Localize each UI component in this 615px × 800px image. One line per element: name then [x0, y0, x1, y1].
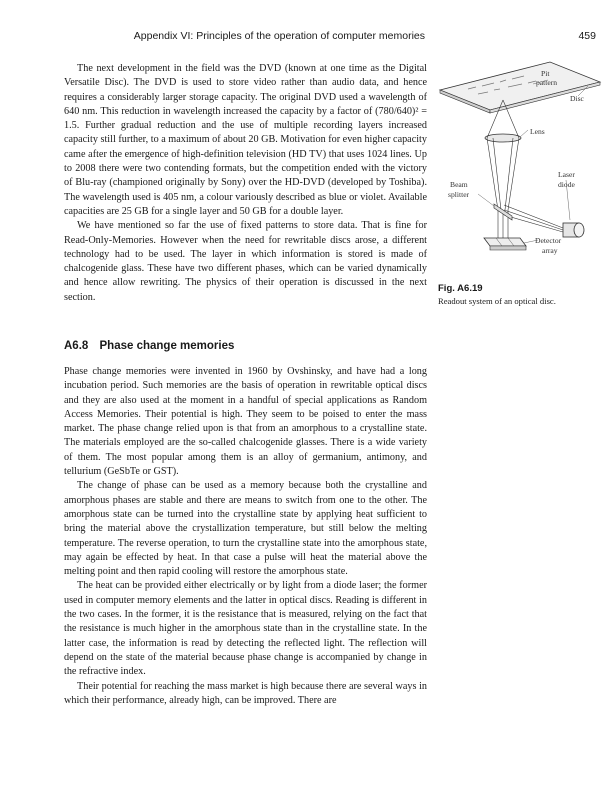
lens-shape — [485, 134, 521, 142]
laser-diode-label-1: Laser — [558, 170, 575, 179]
optical-disc-diagram — [438, 60, 603, 280]
pit-pattern-label-1: Pit — [541, 69, 550, 78]
paragraph-invention: Phase change memories were invented in 1960 by Ovshinsky, and have had a long incubation period. Such memories are the basis of operation in rewritable optical discs and they are also used at the moment in a handful of special applications as Random Access Memories. Their potential is high. They seem to be poised to enter the mass market. The phase change relied upon is that from an amorphous to a crystalline state. The materials employed are the so-called chalcogenide glasses. There is a wide variety of them. The most popular among them is an alloy of germanium, antimony, and tellurium (GeSbTe or GST). — [64, 366, 427, 478]
paragraph-potential: Their potential for reaching the mass market is high because there are several ways in which their performance, already high, can be improved. There are — [64, 680, 427, 706]
detector-array-shape — [484, 238, 526, 250]
figure-caption: Readout system of an optical disc. — [438, 296, 556, 306]
beam-splitter-label-1: Beam — [450, 180, 468, 189]
optical-disc-diagram-svg — [438, 60, 603, 280]
paragraph-heat: The heat can be provided either electrically or by light from a diode laser; the former used in computer memory elements and the latter in optical discs. Reading is different in the two cases. In the former, it is the resistance that is measured, relying on the fact that the resistance is much higher in the amorphous state than in the crystalline state. In the latter case, the information is read by detecting the reflected light. The reflection will depend on the state of the material because phase change is accompanied by change in the refractive index. — [64, 580, 427, 678]
laser-diode-shape — [563, 223, 584, 237]
lens-label: Lens — [530, 127, 545, 136]
section-number: A6.8 — [64, 340, 89, 352]
pit-pattern-label-2: pattern — [536, 78, 558, 87]
detector-label-1: Detector — [535, 236, 562, 245]
running-title: Appendix VI: Principles of the operation of computer memories — [133, 30, 425, 42]
light-beams — [487, 100, 563, 238]
laser-diode-label-2: diode — [558, 180, 575, 189]
running-header — [0, 30, 615, 46]
paragraph-dvd: The next development in the field was the DVD (known at one time as the Digital Versatile Disc). The DVD is used to store video rather than audio data, and hence requires a considerably larger storage capacity. The original DVD used a wavelength of 640 nm. This reduction in wavelength increased the capacity by a factor of (780/640)² = 1.5. Further gradual reduction and the use of multiple recording layers increased capacity still further, to a maximum of about 20 GB. Motivation for even higher capacity came after the emergence of high-definition television (HD TV) that uses 1024 lines. Up to 2008 there were two contending formats, but the competition ended with the victory of Blu-ray (championed originally by Sony) over the HD-DVD (developed by Toshiba). The wavelength used is 405 nm, a colour variously described as blue or violet. Available capacities are 25 GB for a single layer and 50 GB for a double layer. — [64, 63, 427, 217]
figure-label: Fig. A6.19 — [438, 283, 483, 294]
section-text-block — [64, 365, 427, 708]
section-heading — [64, 340, 424, 352]
paragraph-rewritable: We have mentioned so far the use of fixed patterns to store data. That is fine for Read-Only-Memories. However when the need for rewritable discs arose, a different technology had to be used. The layer in which information is stored is made of chalcogenide glass. These have two different phases, which can be varied dynamically and hence allow rewriting. The physics of their operation is discussed in the next section. — [64, 220, 427, 303]
disc-label: Disc — [570, 94, 584, 103]
detector-label-2: array — [542, 246, 558, 255]
top-text-block — [64, 62, 427, 305]
beam-splitter-label-2: splitter — [448, 190, 470, 199]
paragraph-phase-change: The change of phase can be used as a memory because both the crystalline and amorphous phases are stable and there are means to switch from one to the other. The amorphous state can be turned into the crystalline state by applying heat sufficient to bring the material above the crystallization temperature, but still below the melting temperature. The reverse operation, to turn the crystalline state into the amorphous state, may again be effected by heat. In that case a pulse will heat the material above the melting point and then rapid cooling will restore the amorphous state. — [64, 480, 427, 578]
section-title: Phase change memories — [99, 340, 235, 352]
page-number: 459 — [578, 30, 596, 42]
